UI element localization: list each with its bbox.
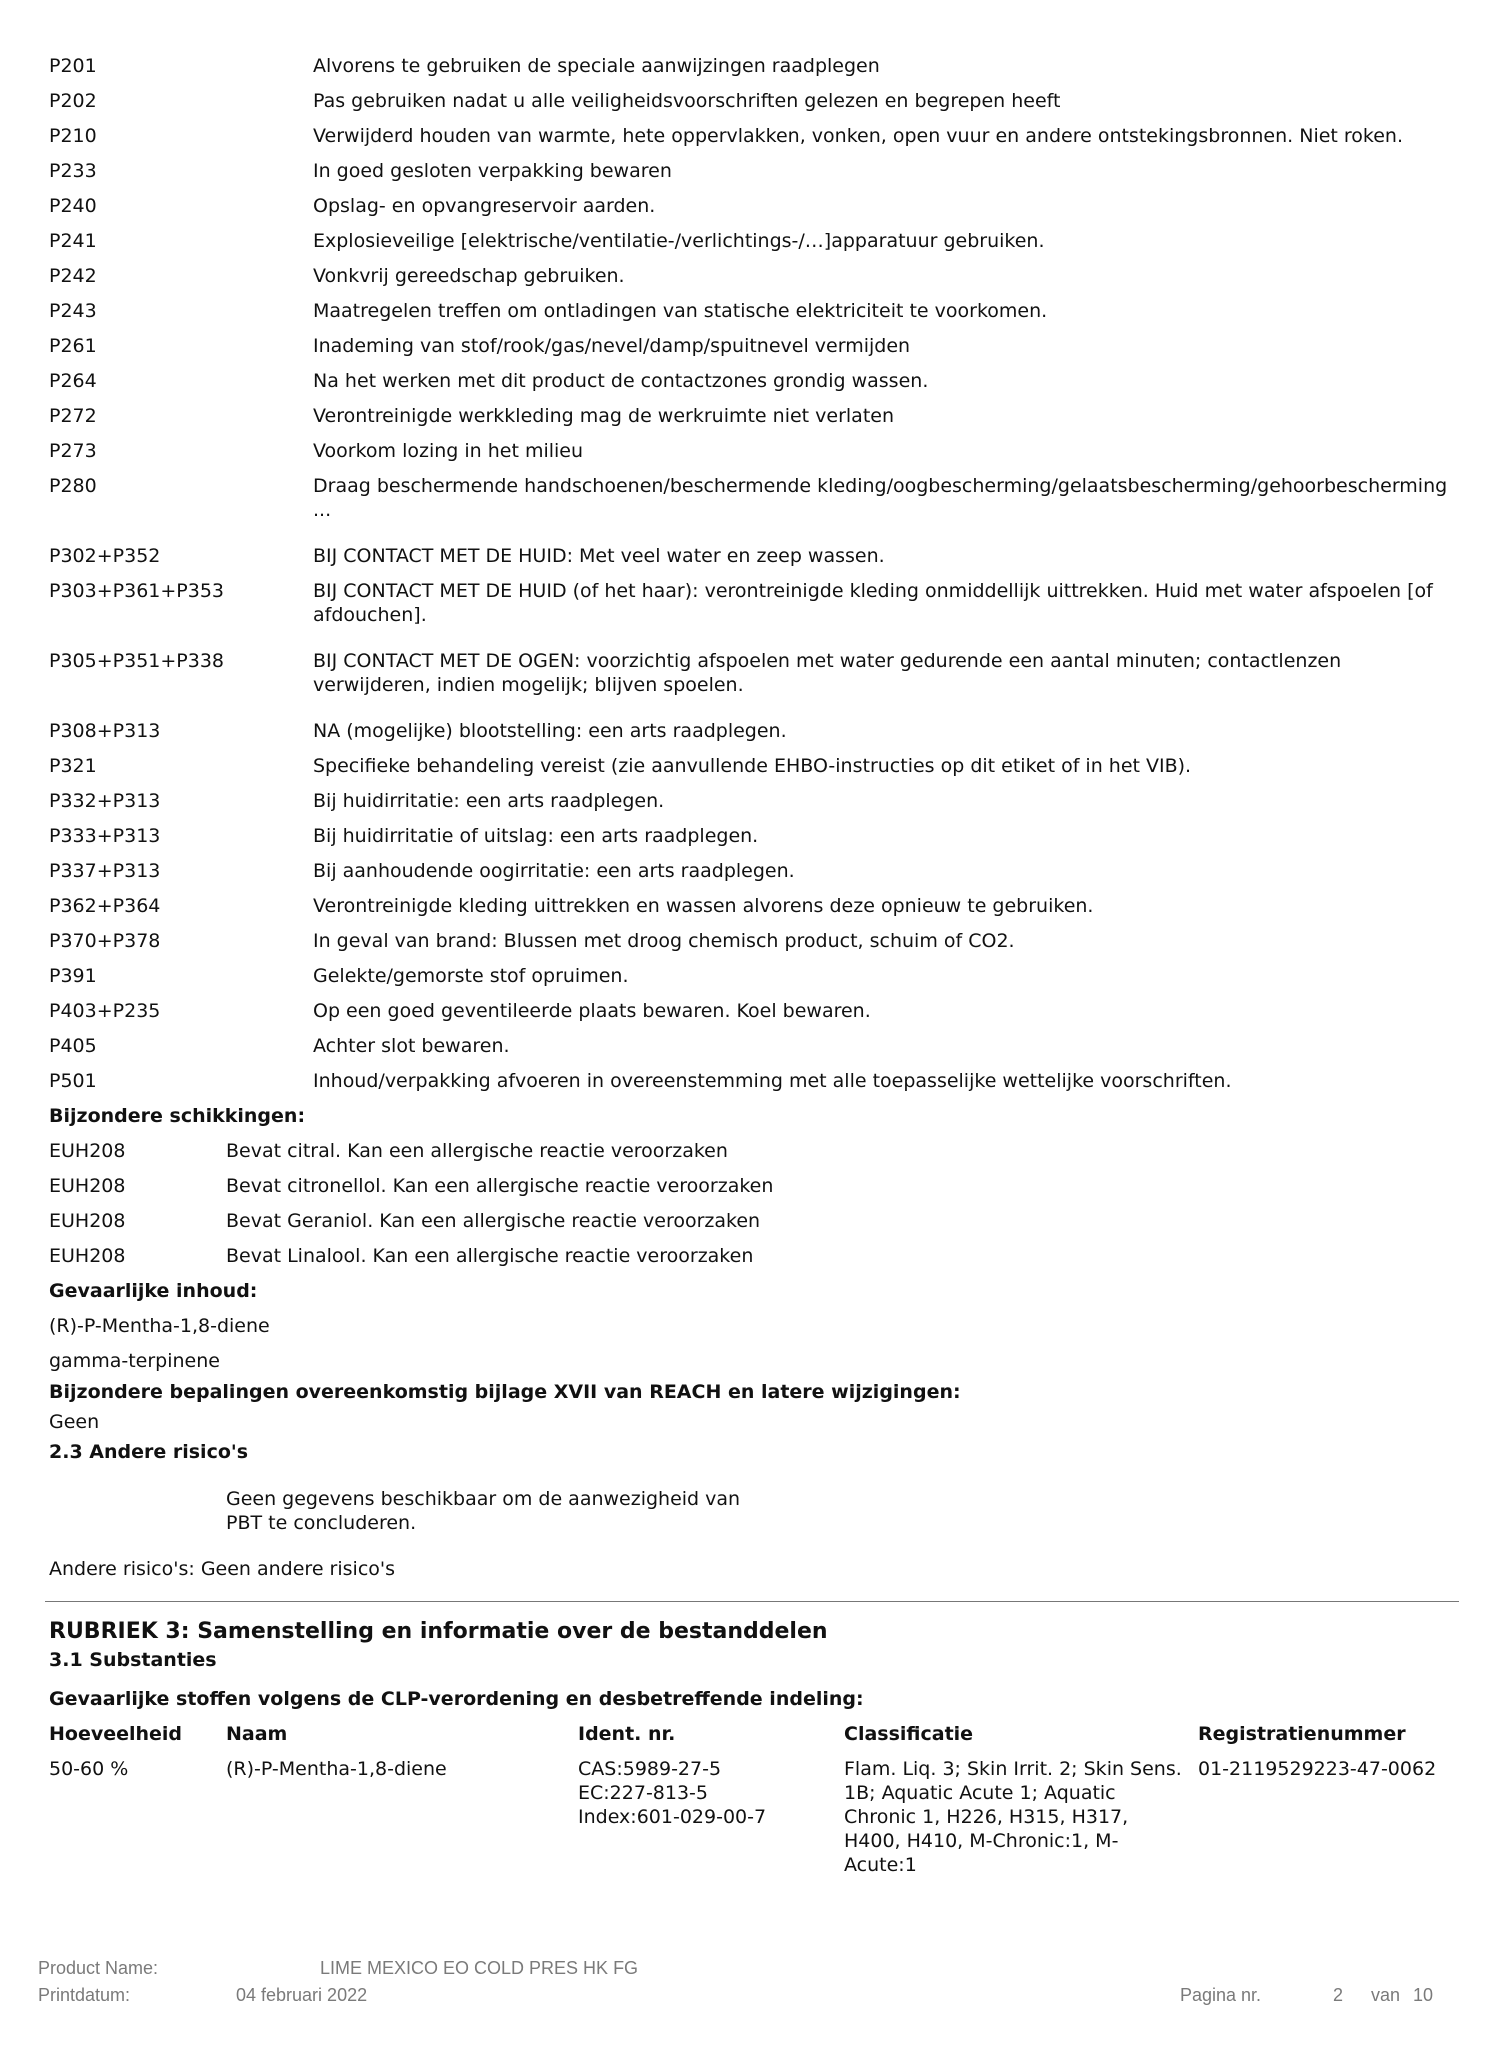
statement-row: [49, 89, 1459, 113]
statement-text: Opslag- en opvangreservoir aarden.: [313, 195, 656, 217]
statement-code: P243: [49, 300, 97, 322]
other-risks-heading: 2.3 Andere risico's: [49, 1441, 249, 1463]
statement-code: P308+P313: [49, 720, 161, 742]
clp-table-heading: Gevaarlijke stoffen volgens de CLP-verordening en desbetreffende indeling:: [49, 1688, 864, 1710]
statement-code: P370+P378: [49, 930, 161, 952]
section-divider: [45, 1601, 1459, 1602]
column-header: Naam: [226, 1723, 288, 1745]
statement-row: [49, 929, 1459, 953]
statement-text: Explosieveilige [elektrische/ventilatie-/verlichtings-/…]apparatuur gebruiken.: [313, 230, 1045, 252]
statement-row: [49, 859, 1459, 883]
statement-code: P501: [49, 1070, 97, 1092]
euh-row: [49, 1139, 1459, 1163]
statement-text: BIJ CONTACT MET DE HUID: Met veel water en zeep wassen.: [313, 545, 885, 567]
product-name-value: LIME MEXICO EO COLD PRES HK FG: [320, 1958, 639, 1978]
page-total: 10: [1413, 1985, 1434, 2005]
statement-text: Maatregelen treffen om ontladingen van statische elektriciteit te voorkomen.: [313, 300, 1048, 322]
statement-text: Vonkvrij gereedschap gebruiken.: [313, 265, 625, 287]
statement-code: P280: [49, 475, 97, 497]
ident-ec: EC:227-813-5: [578, 1782, 709, 1804]
reach-heading: Bijzondere bepalingen overeenkomstig bijlage XVII van REACH en latere wijzigingen:: [49, 1381, 961, 1403]
statement-row: [49, 124, 1459, 148]
hazardous-content-heading: Gevaarlijke inhoud:: [49, 1280, 258, 1302]
hazardous-item: (R)-P-Mentha-1,8-diene: [49, 1315, 270, 1337]
page-number: 2: [1333, 1985, 1344, 2005]
product-name-label: Product Name:: [38, 1958, 159, 1978]
euh-text: Bevat citral. Kan een allergische reactie veroorzaken: [226, 1140, 728, 1162]
statement-row: [49, 334, 1459, 358]
section-3-subtitle: 3.1 Substanties: [49, 1649, 217, 1671]
statement-text: Alvorens te gebruiken de speciale aanwijzingen raadplegen: [313, 55, 880, 77]
statement-row: [49, 894, 1459, 918]
hazardous-item: gamma-terpinene: [49, 1350, 220, 1372]
euh-row: [49, 1209, 1459, 1233]
statement-code: P240: [49, 195, 97, 217]
cell-classification: Flam. Liq. 3; Skin Irrit. 2; Skin Sens. 1B; Aquatic Acute 1; Aquatic Chronic 1, H226, H315, H317, H400, H410, M-Chronic:1, M-Acute:1: [844, 1758, 1182, 1876]
statement-row: [49, 964, 1459, 988]
cell-ident: [578, 1757, 844, 1877]
page-label: Pagina nr.: [1180, 1985, 1262, 2005]
statement-row: [49, 474, 1459, 522]
cell-amount: 50-60 %: [49, 1758, 129, 1780]
statement-code: P305+P351+P338: [49, 650, 225, 672]
euh-code: EUH208: [49, 1245, 126, 1267]
statement-row: [49, 264, 1459, 288]
euh-list: [49, 1139, 1459, 1268]
special-provisions-heading: Bijzondere schikkingen:: [49, 1105, 306, 1127]
statement-row: [49, 824, 1459, 848]
statement-code: P261: [49, 335, 97, 357]
page-footer: [38, 1958, 1458, 2012]
statement-row: [49, 999, 1459, 1023]
statement-text: Voorkom lozing in het milieu: [313, 440, 584, 462]
statement-text: In geval van brand: Blussen met droog chemisch product, schuim of CO2.: [313, 930, 1015, 952]
other-risks-line: Andere risico's: Geen andere risico's: [49, 1558, 396, 1580]
statement-code: P405: [49, 1035, 97, 1057]
statement-text: Verwijderd houden van warmte, hete oppervlakken, vonken, open vuur en andere ontstekingsbronnen. Niet roken.: [313, 125, 1404, 147]
statement-text: BIJ CONTACT MET DE OGEN: voorzichtig afspoelen met water gedurende een aantal minuten; contactlenzen verwijderen, indien mogelijk; blijven spoelen.: [313, 650, 1342, 696]
statement-code: P241: [49, 230, 97, 252]
statement-code: P302+P352: [49, 545, 161, 567]
statement-code: P242: [49, 265, 97, 287]
statement-row: [49, 649, 1459, 697]
statement-row: [49, 159, 1459, 183]
euh-text: Bevat Linalool. Kan een allergische reactie veroorzaken: [226, 1245, 754, 1267]
statement-row: [49, 299, 1459, 323]
column-header: Hoeveelheid: [49, 1723, 183, 1745]
statement-code: P321: [49, 755, 97, 777]
statement-code: P233: [49, 160, 97, 182]
statement-row: [49, 54, 1459, 78]
precautionary-statements: [49, 54, 1459, 1093]
statement-text: Draag beschermende handschoenen/beschermende kleding/oogbescherming/gelaatsbescherming/gehoorbescherming ...: [313, 475, 1448, 521]
euh-row: [49, 1244, 1459, 1268]
euh-text: Bevat citronellol. Kan een allergische reactie veroorzaken: [226, 1175, 774, 1197]
statement-text: Gelekte/gemorste stof opruimen.: [313, 965, 629, 987]
statement-row: [49, 439, 1459, 463]
statement-code: P202: [49, 90, 97, 112]
statement-row: [49, 719, 1459, 743]
statement-row: [49, 579, 1459, 627]
statement-code: P391: [49, 965, 97, 987]
ident-index: Index:601-029-00-7: [578, 1806, 767, 1828]
reach-provisions: [49, 1380, 1459, 1434]
column-header: Ident. nr.: [578, 1723, 676, 1745]
statement-text: In goed gesloten verpakking bewaren: [313, 160, 672, 182]
section-3-title: RUBRIEK 3: Samenstelling en informatie over de bestanddelen: [49, 1619, 828, 1644]
statement-text: BIJ CONTACT MET DE HUID (of het haar): verontreinigde kleding onmiddellijk uittrekken. Huid met water afspoelen [of afdouchen].: [313, 580, 1433, 626]
statement-text: Bij huidirritatie of uitslag: een arts raadplegen.: [313, 825, 759, 847]
statement-text: Inhoud/verpakking afvoeren in overeenstemming met alle toepasselijke wettelijke voorschriften.: [313, 1070, 1232, 1092]
statement-row: [49, 369, 1459, 393]
euh-text: Bevat Geraniol. Kan een allergische reactie veroorzaken: [226, 1210, 761, 1232]
euh-code: EUH208: [49, 1175, 126, 1197]
statement-code: P333+P313: [49, 825, 161, 847]
section-3: [49, 1618, 1459, 1877]
cell-name: (R)-P-Mentha-1,8-diene: [226, 1758, 447, 1780]
statement-text: NA (mogelijke) blootstelling: een arts raadplegen.: [313, 720, 787, 742]
statement-text: Specifieke behandeling vereist (zie aanvullende EHBO-instructies op dit etiket of in het VIB).: [313, 755, 1192, 777]
statement-text: Op een goed geventileerde plaats bewaren. Koel bewaren.: [313, 1000, 871, 1022]
statement-code: P303+P361+P353: [49, 580, 225, 602]
statement-row: [49, 229, 1459, 253]
column-header: Classificatie: [844, 1723, 974, 1745]
euh-code: EUH208: [49, 1140, 126, 1162]
print-date-label: Printdatum:: [38, 1985, 131, 2005]
ident-cas: CAS:5989-27-5: [578, 1758, 722, 1780]
statement-row: [49, 1069, 1459, 1093]
hazardous-content: [49, 1279, 1459, 1373]
statement-code: P201: [49, 55, 97, 77]
statement-text: Na het werken met dit product de contactzones grondig wassen.: [313, 370, 929, 392]
statement-text: Achter slot bewaren.: [313, 1035, 510, 1057]
statement-text: Inademing van stof/rook/gas/nevel/damp/spuitnevel vermijden: [313, 335, 911, 357]
column-header: Registratienummer: [1198, 1723, 1406, 1745]
statement-code: P403+P235: [49, 1000, 161, 1022]
page-of-label: van: [1371, 1985, 1401, 2005]
statement-code: P337+P313: [49, 860, 161, 882]
cell-registration: 01-2119529223-47-0062: [1198, 1758, 1437, 1780]
statement-code: P272: [49, 405, 97, 427]
statement-row: [49, 754, 1459, 778]
statement-row: [49, 544, 1459, 568]
reach-value: Geen: [49, 1411, 100, 1433]
statement-text: Verontreinigde werkkleding mag de werkruimte niet verlaten: [313, 405, 895, 427]
other-risks: [49, 1440, 1459, 1581]
substances-table: [49, 1722, 1459, 1877]
pbt-statement: Geen gegevens beschikbaar om de aanwezigheid van PBT te concluderen.: [226, 1488, 741, 1534]
special-provisions: [49, 1104, 1459, 1268]
statement-row: [49, 789, 1459, 813]
statement-text: Verontreinigde kleding uittrekken en wassen alvorens deze opnieuw te gebruiken.: [313, 895, 1094, 917]
statement-text: Bij aanhoudende oogirritatie: een arts raadplegen.: [313, 860, 795, 882]
statement-code: P264: [49, 370, 97, 392]
document-page: [49, 54, 1459, 1877]
statement-code: P362+P364: [49, 895, 161, 917]
euh-code: EUH208: [49, 1210, 126, 1232]
euh-row: [49, 1174, 1459, 1198]
statement-text: Pas gebruiken nadat u alle veiligheidsvoorschriften gelezen en begrepen heeft: [313, 90, 1061, 112]
statement-row: [49, 194, 1459, 218]
statement-row: [49, 404, 1459, 428]
print-date-value: 04 februari 2022: [236, 1985, 368, 2005]
statement-code: P332+P313: [49, 790, 161, 812]
statement-code: P273: [49, 440, 97, 462]
statement-row: [49, 1034, 1459, 1058]
statement-code: P210: [49, 125, 97, 147]
statement-text: Bij huidirritatie: een arts raadplegen.: [313, 790, 665, 812]
